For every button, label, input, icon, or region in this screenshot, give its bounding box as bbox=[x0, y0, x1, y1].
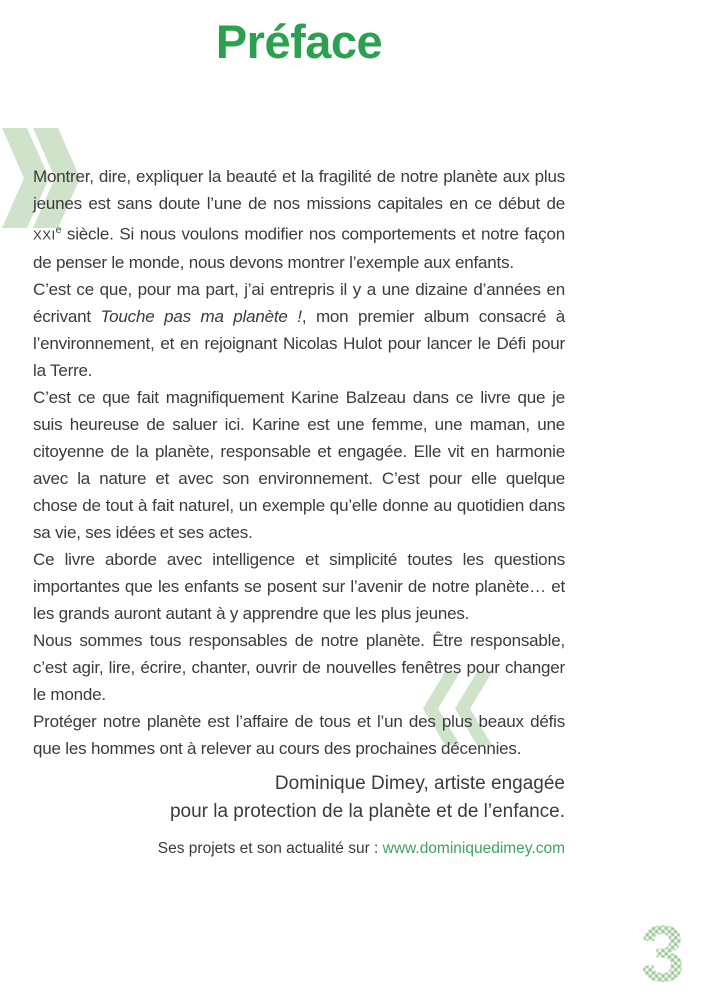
website-link[interactable]: www.dominiquedimey.com bbox=[382, 840, 565, 857]
signature-line2: pour la protection de la planète et de l’enfance. bbox=[169, 801, 565, 822]
paragraph: Nous sommes tous responsables de notre planète. Être responsable, c’est agir, lire, écrire, chanter, ouvrir de nouvelles fenêtres pour changer le monde. bbox=[33, 630, 565, 704]
paragraph: Protéger notre planète est l’affaire de tous et l’un des plus beaux défis que les hommes ont à relever au cours des prochaines décennies. bbox=[33, 711, 565, 758]
signature-line1: Dominique Dimey, artiste engagée bbox=[274, 773, 565, 794]
page-title: Préface bbox=[215, 15, 383, 68]
signature-block bbox=[170, 770, 565, 826]
page-number: 3 bbox=[640, 909, 685, 998]
paragraph: C’est ce que fait magnifiquement Karine Balzeau dans ce livre que je suis heureuse de saluer ici. Karine est une femme, une maman, une citoyenne de la planète, responsable et engagée. Elle vit en harmonie avec la nature et avec son environnement. C’est pour elle quelque chose de tout à fait naturel, un exemple qu’elle donne au quotidien dans sa vie, ses idées et ses actes. bbox=[33, 387, 565, 542]
website-line bbox=[158, 840, 565, 858]
paragraph: Ce livre aborde avec intelligence et simplicité toutes les questions importantes que les enfants se posent sur l’avenir de notre planète… et les grands auront autant à y apprendre que les plus jeunes. bbox=[33, 549, 565, 623]
paragraph: Montrer, dire, expliquer la beauté et la fragilité de notre planète aux plus jeunes est sans doute l’une de nos missions capitales en ce début de XXIe siècle. Si nous voulons modifier nos comportements et notre façon de penser le monde, nous devons montrer l’exemple aux enfants. bbox=[33, 167, 565, 272]
paragraph: C’est ce que, pour ma part, j’ai entrepris il y a une dizaine d’années en écrivant Touche pas ma planète !, mon premier album consacré à l’environnement, et en rejoignant Nicolas Hulot pour lancer le Défi pour la Terre. bbox=[33, 279, 565, 380]
website-prefix: Ses projets et son actualité sur : bbox=[157, 840, 383, 857]
preface-body bbox=[33, 163, 565, 762]
